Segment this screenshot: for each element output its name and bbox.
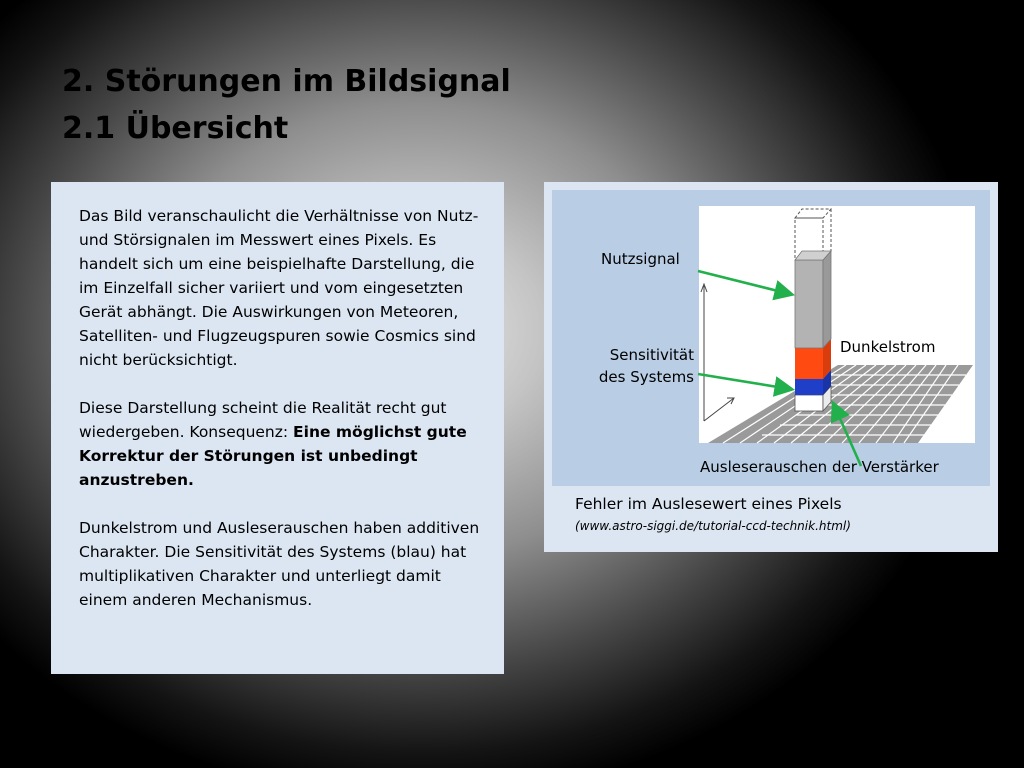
figure-caption: Fehler im Auslesewert eines Pixels	[575, 495, 842, 513]
segment-dunkelstrom	[795, 348, 823, 379]
label-sensitivitaet-line1: Sensitivität	[609, 346, 694, 364]
label-sensitivitaet	[592, 344, 694, 388]
paragraph-1: Das Bild veranschaulicht die Verhältnisse von Nutz- und Störsignalen im Messwert eines Pixels. Es handelt sich um eine beispielhafte Darstellung, die im Einzelfall sicher variiert und vom eingesetzten Gerät abhängt. Die Auswirkungen von Meteoren, Satelliten- und Flugzeugspuren sowie Cosmics sind nicht berücksichtigt.	[79, 207, 479, 369]
label-sensitivitaet-line2: des Systems	[598, 368, 694, 386]
label-ausleserauschen: Ausleserauschen der Verstärker	[700, 458, 939, 476]
figure-diagram	[552, 190, 990, 486]
segment-sensitivitaet	[795, 379, 823, 395]
title-line-1: 2. Störungen im Bildsignal	[62, 64, 511, 99]
paragraph-2	[79, 396, 484, 492]
slide-title	[62, 58, 511, 152]
segment-nutzsignal	[795, 260, 823, 348]
paragraph-2-bold: Eine möglichst gute Korrektur der Störungen ist unbedingt anzustreben.	[79, 423, 467, 489]
segment-ausleserauschen	[795, 395, 823, 411]
signal-column	[795, 251, 831, 411]
title-line-2: 2.1 Übersicht	[62, 111, 289, 146]
label-nutzsignal: Nutzsignal	[601, 250, 680, 268]
figure-source: (www.astro-siggi.de/tutorial-ccd-technik.html)	[575, 519, 851, 533]
label-dunkelstrom: Dunkelstrom	[840, 338, 936, 356]
paragraph-3: Dunkelstrom und Ausleserauschen haben additiven Charakter. Die Sensitivität des Systems (blau) hat multiplikativen Charakter und unterliegt damit einem anderen Mechanismus.	[79, 519, 480, 609]
paragraph-2-text: Diese Darstellung scheint die Realität recht gut wiedergeben. Konsequenz:	[79, 399, 447, 441]
text-panel	[51, 182, 504, 674]
